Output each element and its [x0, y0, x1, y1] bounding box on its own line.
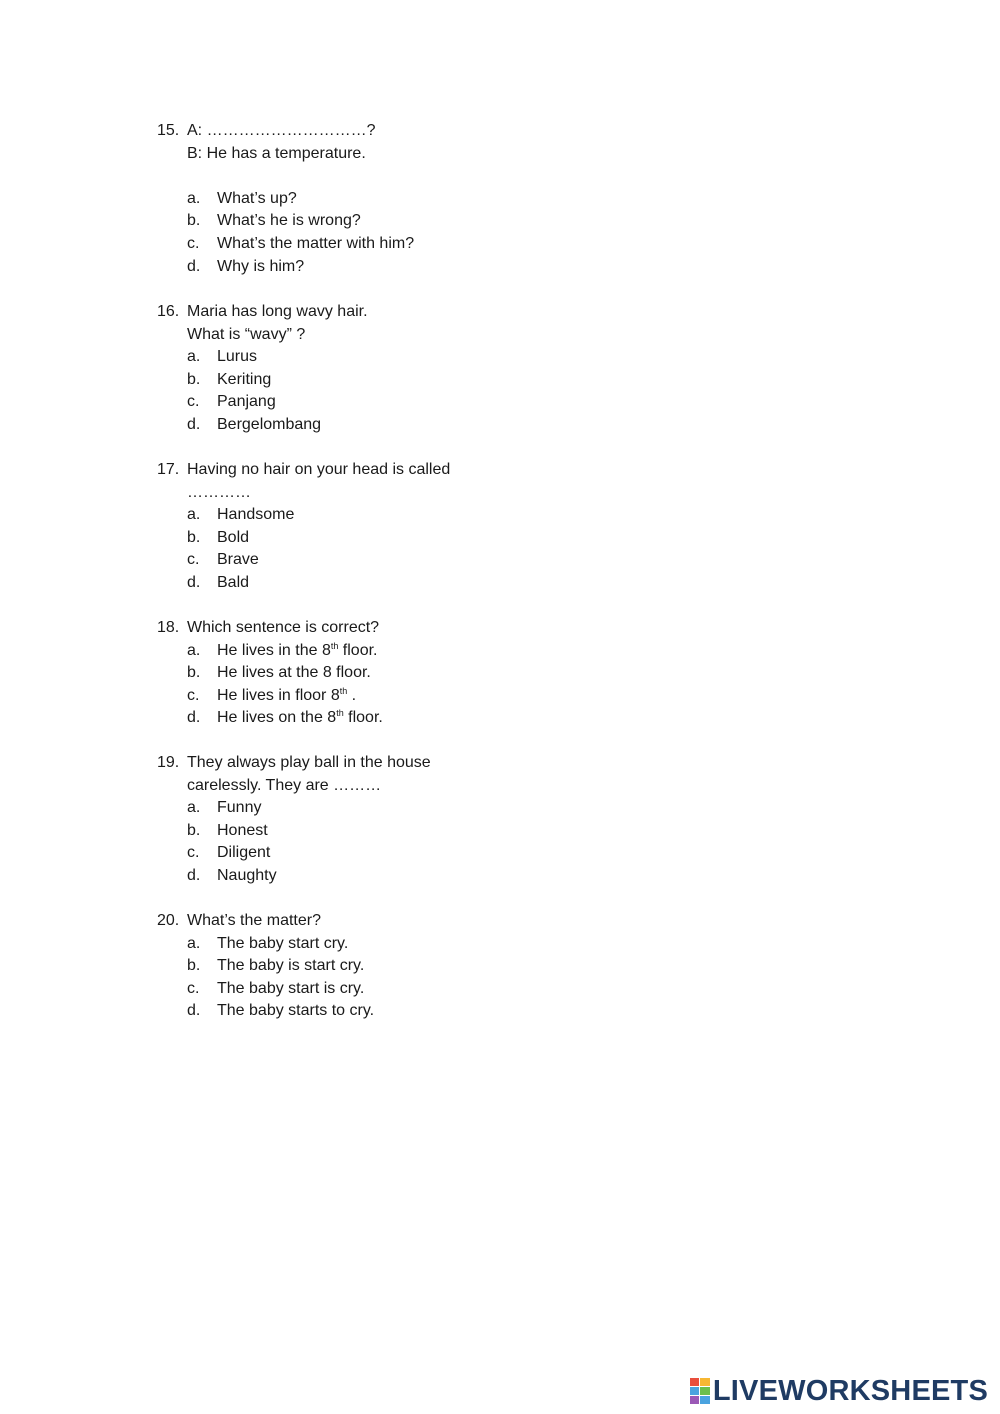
option-letter: b.	[187, 821, 201, 839]
option-a	[157, 797, 431, 820]
option-text: He lives at the 8 floor.	[217, 664, 371, 682]
option-b	[157, 820, 431, 843]
option-c	[157, 233, 414, 256]
option-letter: d.	[187, 415, 201, 433]
option-letter: b.	[187, 528, 201, 546]
liveworksheets-logo	[690, 1376, 988, 1406]
question-line: Maria has long wavy hair.	[187, 303, 368, 320]
option-a	[157, 346, 368, 369]
option-text: Why is him?	[217, 257, 305, 275]
option-text: Keriting	[217, 370, 272, 388]
question-20	[157, 910, 374, 1023]
question-number: 18.	[157, 619, 180, 636]
question-line: Which sentence is correct?	[187, 619, 380, 636]
option-text: The baby start cry.	[217, 934, 349, 952]
option-c	[157, 391, 368, 414]
option-letter: c.	[187, 844, 200, 862]
option-letter: a.	[187, 934, 201, 952]
option-letter: a.	[187, 506, 201, 524]
option-d	[157, 572, 450, 595]
question-line: B: He has a temperature.	[187, 144, 366, 162]
option-text: Brave	[217, 551, 259, 569]
option-b	[157, 210, 414, 233]
question-line: carelessly. They are ………	[187, 776, 382, 794]
option-a	[157, 504, 450, 527]
question-line: What’s the matter?	[187, 912, 321, 929]
option-letter: d.	[187, 257, 201, 275]
option-letter: c.	[187, 551, 200, 569]
option-text: He lives on the 8th floor.	[217, 708, 383, 727]
option-letter: d.	[187, 866, 201, 884]
option-text: Handsome	[217, 506, 295, 524]
option-letter: c.	[187, 979, 200, 997]
question-15	[157, 120, 414, 278]
question-19	[157, 752, 431, 888]
option-letter: d.	[187, 709, 201, 727]
superscript: th	[339, 685, 348, 696]
question-line: What is “wavy” ?	[187, 325, 306, 343]
option-letter: a.	[187, 641, 201, 659]
option-d	[157, 256, 414, 279]
superscript: th	[330, 640, 339, 651]
question-18	[157, 617, 383, 730]
question-16	[157, 301, 368, 437]
option-letter: b.	[187, 957, 201, 975]
question-line: …………	[187, 483, 251, 501]
option-letter: a.	[187, 348, 201, 366]
question-number: 15.	[157, 122, 180, 139]
option-text: Diligent	[217, 844, 271, 862]
option-b	[157, 662, 383, 685]
option-d	[157, 707, 383, 730]
option-letter: c.	[187, 234, 200, 252]
option-text: He lives in the 8th floor.	[217, 640, 378, 659]
option-c	[157, 842, 431, 865]
option-a	[157, 640, 383, 663]
option-letter: a.	[187, 189, 201, 207]
option-letter: b.	[187, 370, 201, 388]
question-17	[157, 459, 450, 595]
option-a	[157, 188, 414, 211]
logo-text: LIVEWORKSHEETS	[712, 1374, 988, 1407]
option-text: The baby start is cry.	[217, 979, 365, 997]
option-c	[157, 685, 383, 708]
option-text: Funny	[217, 799, 262, 817]
option-text: What’s up?	[217, 189, 297, 207]
question-line: A: …………………………?	[187, 122, 376, 139]
option-text: Bold	[217, 528, 250, 546]
option-letter: c.	[187, 393, 200, 411]
option-b	[157, 369, 368, 392]
option-text: Honest	[217, 821, 268, 839]
option-c	[157, 978, 374, 1001]
question-line: They always play ball in the house	[187, 754, 431, 771]
option-text: The baby starts to cry.	[217, 1002, 375, 1020]
option-text: Naughty	[217, 866, 277, 884]
question-number: 20.	[157, 912, 180, 929]
option-a	[157, 933, 374, 956]
option-letter: d.	[187, 573, 201, 591]
option-letter: c.	[187, 686, 200, 704]
option-letter: b.	[187, 212, 201, 230]
option-text: He lives in floor 8th .	[217, 685, 357, 704]
option-d	[157, 1000, 374, 1023]
option-c	[157, 549, 450, 572]
option-b	[157, 955, 374, 978]
option-text: Panjang	[217, 393, 276, 411]
option-letter: d.	[187, 1002, 201, 1020]
option-d	[157, 414, 368, 437]
option-b	[157, 527, 450, 550]
option-letter: b.	[187, 664, 201, 682]
logo-icon	[690, 1378, 710, 1404]
question-number: 19.	[157, 754, 180, 771]
option-text: Bald	[217, 573, 250, 591]
option-text: The baby is start cry.	[217, 957, 365, 975]
option-text: What’s he is wrong?	[217, 212, 361, 230]
option-d	[157, 865, 431, 888]
option-letter: a.	[187, 799, 201, 817]
superscript: th	[336, 708, 344, 719]
question-line: Having no hair on your head is called	[187, 461, 451, 478]
question-number: 17.	[157, 461, 180, 478]
option-text: Lurus	[217, 348, 258, 366]
option-text: What’s the matter with him?	[217, 234, 415, 252]
option-text: Bergelombang	[217, 415, 322, 433]
question-number: 16.	[157, 303, 180, 320]
